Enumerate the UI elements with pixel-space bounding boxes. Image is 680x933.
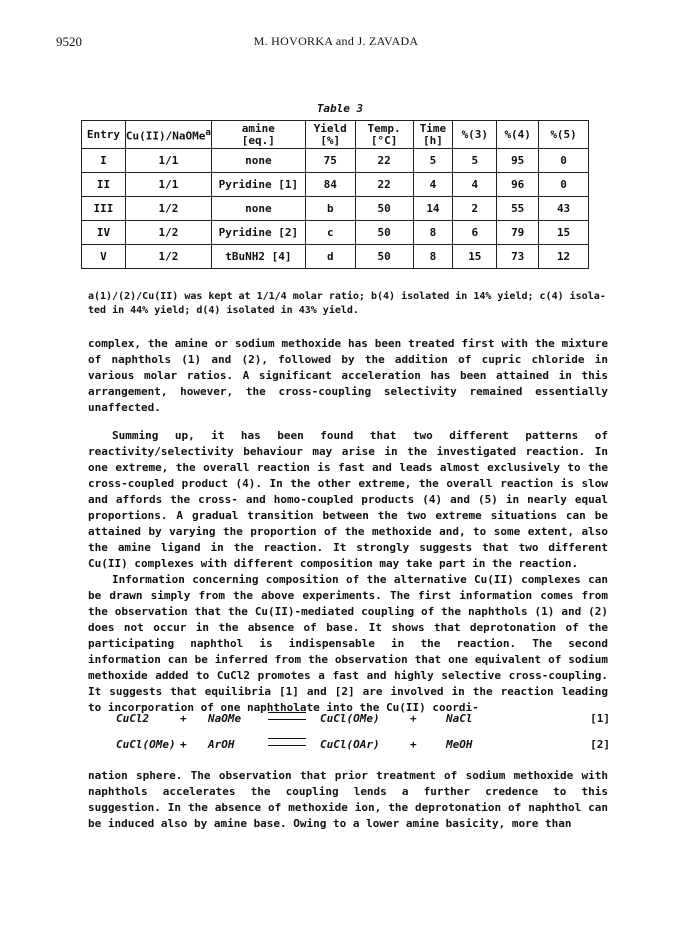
eq1-reactant-1: CuCl2 (116, 712, 150, 725)
cell: V (82, 245, 126, 269)
footnote-line-1: a(1)/(2)/Cu(II) was kept at 1/1/4 molar ratio; b(4) isolated in 14% yield; c(4) isola- (88, 291, 606, 302)
cell: 84 (305, 173, 355, 197)
cell: Pyridine [2] (211, 221, 305, 245)
paragraph-1-text: complex, the amine or sodium methoxide has been treated first with the mixture of naphthols (1) and (2), followed by the addition of cupric chloride in various molar ratios. A significant acceleration has been attained in this arrangement, however, the cross-coupling selectivity remained essentially unaffected. (88, 337, 608, 414)
cell: 4 (453, 173, 497, 197)
eq1-reactant-2: NaOMe (208, 712, 242, 725)
table-title: Table 3 (316, 102, 364, 115)
footnote-line-2: ted in 44% yield; d(4) isolated in 43% yield. (88, 305, 359, 316)
paragraph-2a-text: Summing up, it has been found that two different patterns of reactivity/selectivity behaviour may arise in the investigated reaction. In one extreme, the overall reaction is fast and leads almost exclusively to the cross-coupled product (4). In the other extreme, the overall reaction is slow and affords the cross- and homo-coupled products (4) and (5) in nearly equal proportions. A gradual transition between the two extreme situations can be attained by varying the proportion of the methoxide and, to some extent, also the amine ligand in the reaction. It strongly suggests that two different Cu(II) complexes with different composition may take part in the reaction. (88, 429, 608, 570)
table-footnote (88, 290, 608, 318)
table-header-row (82, 121, 589, 149)
col-header-p5: %(5) (539, 121, 589, 149)
paragraph-1 (88, 336, 608, 416)
paragraph-3-text: nation sphere. The observation that prior treatment of sodium methoxide with naphthols accelerates the coupling lends a further credence to this suggestion. In the absence of methoxide ion, the deprotonation of naphthol can be induced also by amine base. Owing to a lower amine basicity, more than (88, 769, 608, 830)
table-row (82, 245, 589, 269)
equations (110, 712, 610, 764)
cell: III (82, 197, 126, 221)
eq2-plus-2: + (410, 738, 417, 751)
cell: 8 (413, 221, 453, 245)
eq2-product-1: CuCl(OAr) (320, 738, 380, 751)
cell: tBuNH2 [4] (211, 245, 305, 269)
cell: 0 (539, 149, 589, 173)
cell: 79 (497, 221, 539, 245)
eq2-equilibrium-arrow (268, 738, 306, 751)
cell: 4 (413, 173, 453, 197)
paragraph-3 (88, 768, 608, 832)
cell: Pyridine [1] (211, 173, 305, 197)
cell: 96 (497, 173, 539, 197)
cell: 15 (453, 245, 497, 269)
eq2-product-2: MeOH (446, 738, 473, 751)
cell: 95 (497, 149, 539, 173)
cell: 15 (539, 221, 589, 245)
cell: 14 (413, 197, 453, 221)
cell: II (82, 173, 126, 197)
col-header-amine: amine [eq.] (211, 121, 305, 149)
table-row (82, 173, 589, 197)
cell: 5 (453, 149, 497, 173)
cell: I (82, 149, 126, 173)
cell: 75 (305, 149, 355, 173)
cell: none (211, 197, 305, 221)
eq2-number: [2] (590, 738, 610, 751)
cell: IV (82, 221, 126, 245)
paragraph-2b-text: Information concerning composition of the alternative Cu(II) complexes can be drawn simply from the above experiments. The first information comes from the observation that the Cu(II)-mediated coupling of the naphthols (1) and (2) does not occur in the absence of base. It shows that deprotonation of the participating naphthol is indispensable in the reaction. The second information can be inferred from the observation that one equivalent of sodium methoxide added to CuCl2 promotes a fast and highly selective cross-coupling. It suggests that equilibria [1] and [2] are involved in the reaction leading to incorporation of one naphtholate into the Cu(II) coordi- (88, 573, 608, 714)
cell: 2 (453, 197, 497, 221)
cell: 12 (539, 245, 589, 269)
col-header-temp: Temp. [°C] (355, 121, 413, 149)
col-header-time: Time [h] (413, 121, 453, 149)
cell: 8 (413, 245, 453, 269)
running-head: M. HOVORKA and J. ZAVADA (253, 34, 419, 48)
eq1-product-1: CuCl(OMe) (320, 712, 380, 725)
cell: none (211, 149, 305, 173)
cell: b (305, 197, 355, 221)
equation-1 (110, 712, 610, 738)
cell: 5 (413, 149, 453, 173)
cell: 1/2 (125, 197, 211, 221)
eq1-plus-1: + (180, 712, 187, 725)
eq1-equilibrium-arrow (268, 712, 306, 725)
col-header-entry: Entry (82, 121, 126, 149)
cell: 6 (453, 221, 497, 245)
paragraph-2 (88, 428, 608, 716)
eq1-plus-2: + (410, 712, 417, 725)
cell: 1/2 (125, 221, 211, 245)
cell: 55 (497, 197, 539, 221)
eq1-product-2: NaCl (446, 712, 473, 725)
col-header-p4: %(4) (497, 121, 539, 149)
cell: c (305, 221, 355, 245)
page-header (56, 34, 616, 54)
eq1-number: [1] (590, 712, 610, 725)
page-number: 9520 (56, 34, 82, 49)
equation-2 (110, 738, 610, 764)
cell: 1/1 (125, 149, 211, 173)
eq2-reactant-1: CuCl(OMe) (116, 738, 176, 751)
eq2-reactant-2: ArOH (208, 738, 235, 751)
cell: d (305, 245, 355, 269)
col-header-ratio: Cu(II)/NaOMe$^a$ (125, 121, 211, 149)
cell: 73 (497, 245, 539, 269)
cell: 0 (539, 173, 589, 197)
cell: 22 (355, 173, 413, 197)
cell: 50 (355, 197, 413, 221)
cell: 50 (355, 245, 413, 269)
table-row (82, 221, 589, 245)
cell: 22 (355, 149, 413, 173)
table-row (82, 149, 589, 173)
col-header-yield: Yield [%] (305, 121, 355, 149)
table-row (82, 197, 589, 221)
col-header-p3: %(3) (453, 121, 497, 149)
cell: 1/1 (125, 173, 211, 197)
cell: 50 (355, 221, 413, 245)
cell: 1/2 (125, 245, 211, 269)
eq2-plus-1: + (180, 738, 187, 751)
results-table (81, 120, 589, 269)
cell: 43 (539, 197, 589, 221)
